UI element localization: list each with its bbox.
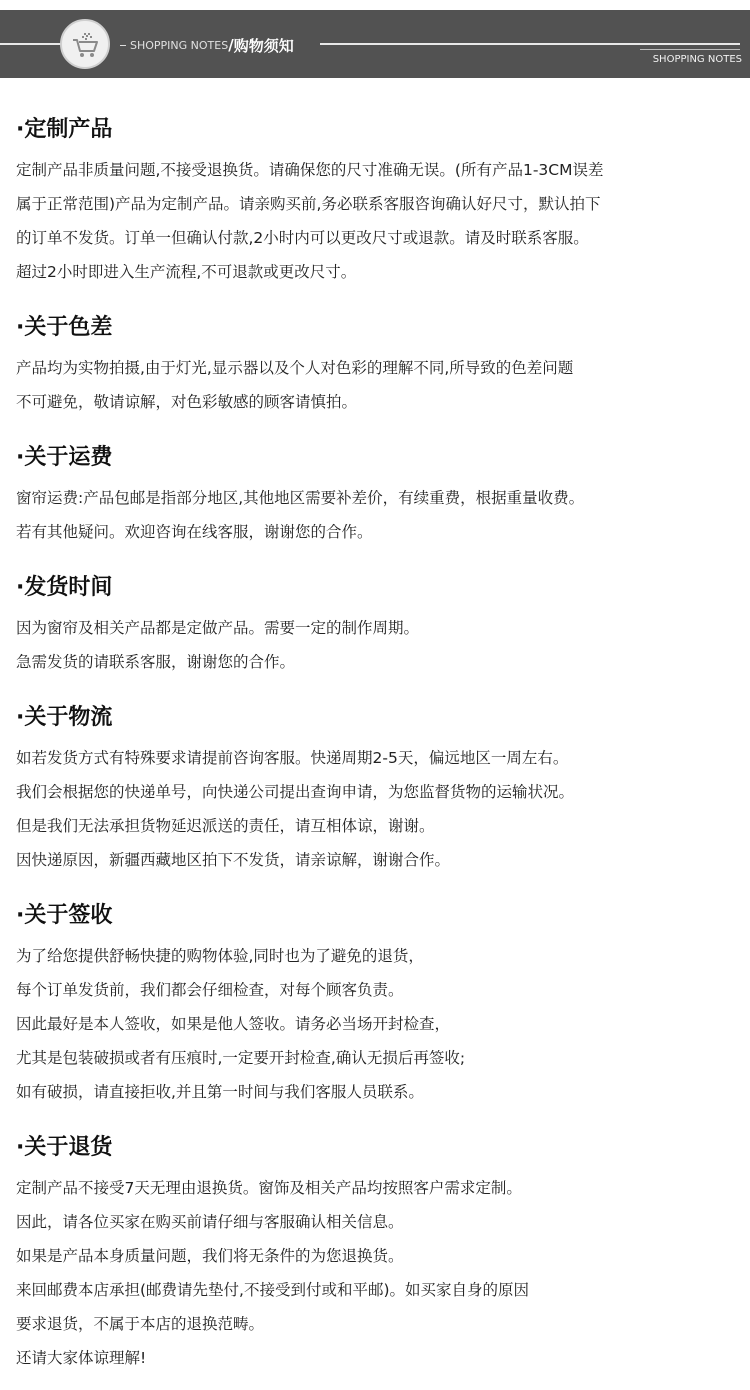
text-line: 因此，请各位买家在购买前请仔细与客服确认相关信息。	[16, 1213, 404, 1231]
section-title: ·关于物流	[16, 705, 113, 730]
text-line: 还请大家体谅理解!	[16, 1349, 147, 1367]
section-title: ·关于色差	[16, 315, 113, 340]
text-line: 急需发货的请联系客服，谢谢您的合作。	[16, 653, 296, 671]
header-rule-left	[0, 43, 62, 45]
header-rule-under	[640, 49, 740, 50]
text-line: 若有其他疑问。欢迎咨询在线客服，谢谢您的合作。	[16, 523, 373, 541]
section-title: ·关于运费	[16, 445, 113, 470]
header-rule-right	[320, 43, 740, 45]
text-line: 因为窗帘及相关产品都是定做产品。需要一定的制作周期。	[16, 619, 420, 637]
text-line: 超过2小时即进入生产流程,不可退款或更改尺寸。	[16, 263, 357, 281]
text-line: 如果是产品本身质量问题，我们将无条件的为您退换货。	[16, 1247, 404, 1265]
text-line: 窗帘运费:产品包邮是指部分地区,其他地区需要补差价，有续重费，根据重量收费。	[16, 489, 585, 507]
header-title-cn: 购物须知	[233, 36, 294, 55]
section-title: ·关于签收	[16, 903, 113, 928]
section-logistics	[16, 698, 750, 877]
text-line: 定制产品非质量问题,不接受退换货。请确保您的尺寸准确无误。(所有产品1-3CM误差	[16, 161, 604, 179]
notes-content	[0, 78, 750, 1375]
text-line: 要求退货，不属于本店的退换范畴。	[16, 1315, 265, 1333]
text-line: 为了给您提供舒畅快捷的购物体验,同时也为了避免的退货，	[16, 947, 424, 965]
text-line: 每个订单发货前，我们都会仔细检查，对每个顾客负责。	[16, 981, 404, 999]
text-line: 不可避免，敬请谅解，对色彩敏感的顾客请慎拍。	[16, 393, 358, 411]
section-returns	[16, 1128, 750, 1375]
section-custom-products	[16, 110, 750, 289]
text-line: 如若发货方式有特殊要求请提前咨询客服。快递周期2-5天，偏远地区一周左右。	[16, 749, 569, 767]
title-tick	[120, 45, 126, 46]
section-delivery-time	[16, 568, 750, 679]
text-line: 但是我们无法承担货物延迟派送的责任，请互相体谅，谢谢。	[16, 817, 435, 835]
text-line: 来回邮费本店承担(邮费请先垫付,不接受到付或和平邮)。如买家自身的原因	[16, 1281, 530, 1299]
header-title	[120, 34, 294, 56]
header-subtitle-en: SHOPPING NOTES	[652, 54, 742, 65]
section-shipping-fee	[16, 438, 750, 549]
section-color-difference	[16, 308, 750, 419]
text-line: 因快递原因，新疆西藏地区拍下不发货，请亲谅解，谢谢合作。	[16, 851, 451, 869]
section-title: ·关于退货	[16, 1135, 113, 1160]
text-line: 尤其是包装破损或者有压痕时,一定要开封检查,确认无损后再签收;	[16, 1049, 466, 1067]
header-banner	[0, 10, 750, 78]
section-title: ·定制产品	[16, 117, 113, 142]
text-line: 定制产品不接受7天无理由退换货。窗饰及相关产品均按照客户需求定制。	[16, 1179, 522, 1197]
section-receipt	[16, 896, 750, 1109]
header-title-en: SHOPPING NOTES	[130, 38, 229, 52]
cart-badge	[60, 19, 110, 69]
text-line: 的订单不发货。订单一但确认付款,2小时内可以更改尺寸或退款。请及时联系客服。	[16, 229, 589, 247]
text-line: 因此最好是本人签收，如果是他人签收。请务必当场开封检查，	[16, 1015, 451, 1033]
text-line: 我们会根据您的快递单号，向快递公司提出查询申请，为您监督货物的运输状况。	[16, 783, 575, 801]
header-title-sep: /	[228, 36, 234, 54]
text-line: 如有破损，请直接拒收,并且第一时间与我们客服人员联系。	[16, 1083, 424, 1101]
text-line: 属于正常范围)产品为定制产品。请亲购买前,务必联系客服咨询确认好尺寸，默认拍下	[16, 195, 601, 213]
shopping-cart-icon	[71, 30, 101, 60]
text-line: 产品均为实物拍摄,由于灯光,显示器以及个人对色彩的理解不同,所导致的色差问题	[16, 359, 574, 377]
section-title: ·发货时间	[16, 575, 113, 600]
